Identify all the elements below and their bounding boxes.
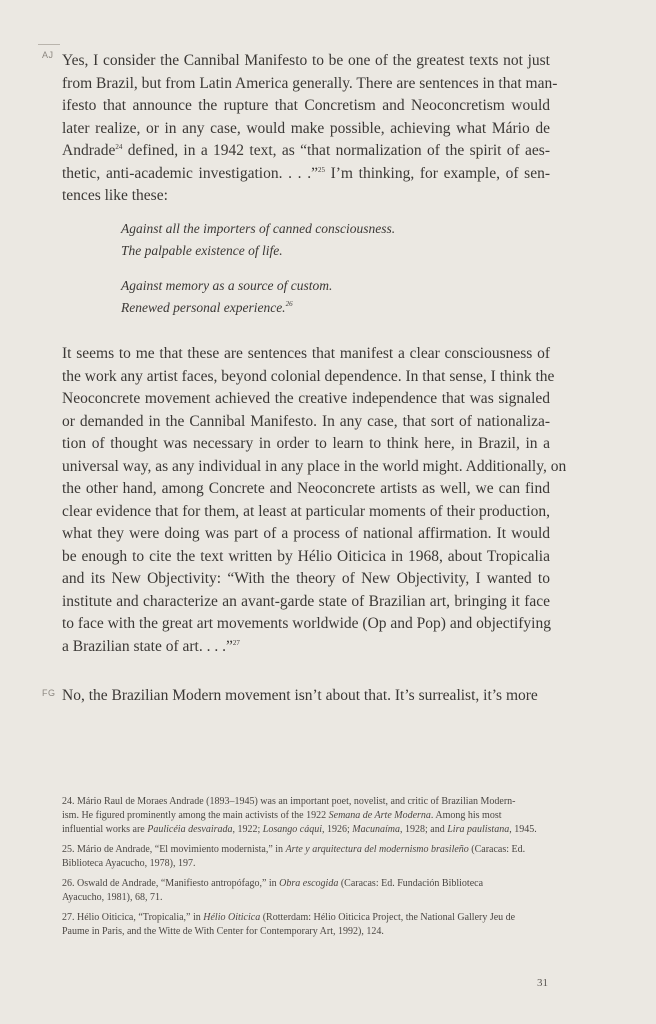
text-line: the work any artist faces, beyond colonial dependence. In that sense, I think the (62, 367, 555, 385)
text-line: be enough to cite the text written by Hélio Oiticica in 1968, about Tropicalia (62, 547, 550, 565)
page-number: 31 (537, 977, 548, 989)
text-line: the other hand, among Concrete and Neoconcrete artists as well, we can find (62, 480, 550, 497)
footnotes (62, 795, 550, 945)
text-line: tences like these: (62, 187, 168, 204)
quote-line: Against all the importers of canned consciousness. (121, 221, 396, 236)
quote-text: Renewed personal experience. (121, 300, 286, 315)
text-line: clear evidence that for them, at least at particular moments of their production, (62, 502, 550, 520)
text-line: It seems to me that these are sentences that manifest a clear consciousness of (62, 345, 550, 362)
text-line: from Brazil, but from Latin America generally. There are sentences in that man- (62, 74, 558, 92)
footnote-line: 27. Hélio Oiticica, “Tropicalia,” in Hélio Oiticica (Rotterdam: Hélio Oiticica Project, the National Gallery Jeu de (62, 912, 516, 923)
text-line: No, the Brazilian Modern movement isn’t about that. It’s surrealist, it’s more (62, 687, 538, 704)
text-line: universal way, as any individual in any place in the world might. Additionally, on (62, 457, 567, 475)
text-line: Andrade$^{24}$ defined, in a 1942 text, as “that normalization of the spirit of aes- (62, 142, 550, 159)
text-line: later realize, or in any case, would make possible, achieving what Mário de (62, 119, 550, 137)
footnote-line: 24. Mário Raul de Moraes Andrade (1893–1945) was an important poet, novelist, and critic of Brazilian Modern- (62, 796, 516, 807)
footnote-line: Ayacucho, 1981), 68, 71. (62, 892, 163, 903)
footnote-line: influential works are Paulicéia desvairada, 1922; Losango cáqui, 1926; Macunaíma, 1928; and Lira paulistana, 1945. (62, 824, 537, 835)
text-line: institute and characterize an avant-garde state of Brazilian art, bringing it face (62, 592, 550, 610)
footnote-24 (62, 795, 550, 837)
footnote-25 (62, 843, 550, 871)
text-line: a Brazilian state of art. . . .”$^{27}$ (62, 637, 240, 655)
footnote-27 (62, 911, 550, 939)
quote-line: Against memory as a source of custom. (121, 278, 333, 293)
footnote-line: Biblioteca Ayacucho, 1978), 197. (62, 858, 196, 869)
text-line: or demanded in the Cannibal Manifesto. In any case, that sort of nationaliza- (62, 412, 550, 430)
text-line: and its New Objectivity: “With the theory of New Objectivity, I wanted to (62, 570, 550, 587)
text-line: tion of thought was necessary in order to learn to think here, in Brazil, in a (62, 435, 550, 452)
quote-line (121, 297, 332, 319)
text-line: what they were doing was part of a process of national affirmation. It would (62, 525, 550, 542)
footnote-ref: 27 (232, 638, 240, 647)
text-line: ifesto that announce the rupture that Concretism and Neoconcretism would (62, 97, 550, 114)
speaker-label-aj: AJ (42, 50, 54, 60)
text-line: Neoconcrete movement achieved the creative independence that was signaled (62, 390, 550, 407)
quote-line: The palpable existence of life. (121, 243, 283, 258)
text-line: thetic, anti-academic investigation. . . .”$^{25}$ I’m thinking, for example, of sen- (62, 164, 550, 182)
text-line: to face with the great art movements worldwide (Op and Pop) and objectifying (62, 615, 551, 632)
footnote-ref: 25 (317, 165, 325, 174)
footnote-line: 26. Oswald de Andrade, “Manifiesto antropófago,” in Obra escogida (Caracas: Ed. Fundación Biblioteca (62, 878, 484, 889)
speaker-label-fg: FG (42, 688, 56, 698)
paragraph-aj-intro (62, 50, 558, 208)
paragraph-fg (62, 685, 550, 708)
paragraph-aj-continued (62, 343, 567, 658)
section-rule (38, 44, 60, 45)
footnote-ref: 24 (115, 143, 123, 151)
footnote-line: 25. Mário de Andrade, “El movimiento modernista,” in Arte y arquitectura del modernismo brasileño (Caracas: Ed. (62, 844, 526, 855)
footnote-line: Paume in Paris, and the Witte de With Center for Contemporary Art, 1992), 124. (62, 926, 384, 937)
manifesto-quote-1 (121, 218, 395, 262)
manifesto-quote-2 (121, 275, 332, 319)
footnote-ref: 26 (285, 300, 293, 308)
footnote-26 (62, 877, 550, 905)
text-line: Yes, I consider the Cannibal Manifesto to be one of the greatest texts not just (62, 52, 550, 69)
footnote-line: ism. He figured prominently among the main activists of the 1922 Semana de Arte Moderna. Among his most (62, 810, 502, 821)
